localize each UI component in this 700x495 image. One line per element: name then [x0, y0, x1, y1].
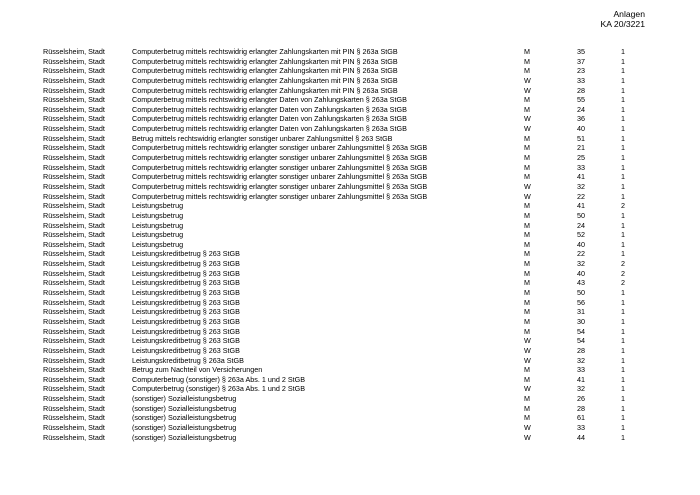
- count-cell: 1: [621, 124, 625, 134]
- sex-cell: M: [524, 316, 530, 326]
- table-row: [43, 269, 643, 279]
- table-row: [43, 278, 643, 288]
- age-cell: 23: [577, 66, 585, 76]
- sex-cell: M: [524, 172, 530, 182]
- offense-cell: Leistungskreditbetrug § 263 StGB: [132, 278, 240, 288]
- sex-cell: W: [524, 336, 531, 346]
- sex-cell: M: [524, 153, 530, 163]
- age-cell: 33: [577, 422, 585, 432]
- table-row: [43, 375, 643, 385]
- city-cell: Rüsselsheim, Stadt: [43, 316, 105, 326]
- sex-cell: M: [524, 326, 530, 336]
- offense-cell: Computerbetrug mittels rechtswidrig erlangter sonstiger unbarer Zahlungsmittel § 263a StGB: [132, 162, 428, 172]
- table-row: [43, 230, 643, 240]
- city-cell: Rüsselsheim, Stadt: [43, 181, 105, 191]
- sex-cell: W: [524, 114, 531, 124]
- offense-cell: Computerbetrug mittels rechtswidrig erlangter Zahlungskarten mit PIN § 263a StGB: [132, 85, 398, 95]
- count-cell: 1: [621, 297, 625, 307]
- sex-cell: M: [524, 162, 530, 172]
- city-cell: Rüsselsheim, Stadt: [43, 413, 105, 423]
- sex-cell: M: [524, 288, 530, 298]
- age-cell: 40: [577, 268, 585, 278]
- age-cell: 61: [577, 413, 585, 423]
- sex-cell: M: [524, 143, 530, 153]
- age-cell: 54: [577, 336, 585, 346]
- offense-cell: Leistungsbetrug: [132, 210, 184, 220]
- age-cell: 32: [577, 384, 585, 394]
- age-cell: 54: [577, 326, 585, 336]
- sex-cell: M: [524, 201, 530, 211]
- table-row: [43, 423, 643, 433]
- sex-cell: M: [524, 239, 530, 249]
- sex-cell: M: [524, 394, 530, 404]
- count-cell: 1: [621, 336, 625, 346]
- offense-cell: Betrug mittels rechtswidrig erlangter sonstiger unbarer Zahlungsmittel § 263 StGB: [132, 133, 393, 143]
- age-cell: 32: [577, 259, 585, 269]
- city-cell: Rüsselsheim, Stadt: [43, 172, 105, 182]
- offense-cell: Computerbetrug mittels rechtswidrig erlangter sonstiger unbarer Zahlungsmittel § 263a StGB: [132, 181, 428, 191]
- city-cell: Rüsselsheim, Stadt: [43, 230, 105, 240]
- age-cell: 28: [577, 345, 585, 355]
- city-cell: Rüsselsheim, Stadt: [43, 403, 105, 413]
- offense-cell: Computerbetrug mittels rechtswidrig erlangter Zahlungskarten mit PIN § 263a StGB: [132, 75, 398, 85]
- city-cell: Rüsselsheim, Stadt: [43, 394, 105, 404]
- sex-cell: M: [524, 365, 530, 375]
- count-cell: 2: [621, 278, 625, 288]
- sex-cell: W: [524, 422, 531, 432]
- age-cell: 33: [577, 75, 585, 85]
- city-cell: Rüsselsheim, Stadt: [43, 143, 105, 153]
- table-row: [43, 384, 643, 394]
- city-cell: Rüsselsheim, Stadt: [43, 66, 105, 76]
- city-cell: Rüsselsheim, Stadt: [43, 104, 105, 114]
- sex-cell: M: [524, 249, 530, 259]
- age-cell: 31: [577, 307, 585, 317]
- offense-cell: (sonstiger) Sozialleistungsbetrug: [132, 432, 237, 442]
- count-cell: 1: [621, 288, 625, 298]
- age-cell: 32: [577, 355, 585, 365]
- table-row: [43, 221, 643, 231]
- offense-cell: Leistungsbetrug: [132, 239, 184, 249]
- offense-cell: Computerbetrug mittels rechtswidrig erlangter sonstiger unbarer Zahlungsmittel § 263a StGB: [132, 191, 428, 201]
- sex-cell: M: [524, 297, 530, 307]
- age-cell: 52: [577, 230, 585, 240]
- age-cell: 36: [577, 114, 585, 124]
- count-cell: 1: [621, 316, 625, 326]
- offense-cell: Computerbetrug mittels rechtswidrig erlangter sonstiger unbarer Zahlungsmittel § 263a StGB: [132, 153, 428, 163]
- offense-cell: Leistungsbetrug: [132, 230, 184, 240]
- city-cell: Rüsselsheim, Stadt: [43, 432, 105, 442]
- offense-cell: Leistungskreditbetrug § 263 StGB: [132, 345, 240, 355]
- table-row: [43, 365, 643, 375]
- city-cell: Rüsselsheim, Stadt: [43, 95, 105, 105]
- age-cell: 40: [577, 239, 585, 249]
- offense-cell: Leistungskreditbetrug § 263 StGB: [132, 249, 240, 259]
- city-cell: Rüsselsheim, Stadt: [43, 268, 105, 278]
- city-cell: Rüsselsheim, Stadt: [43, 114, 105, 124]
- sex-cell: M: [524, 413, 530, 423]
- offense-cell: Betrug zum Nachteil von Versicherungen: [132, 365, 263, 375]
- count-cell: 2: [621, 259, 625, 269]
- sex-cell: W: [524, 181, 531, 191]
- count-cell: 1: [621, 413, 625, 423]
- offense-cell: Leistungskreditbetrug § 263 StGB: [132, 297, 240, 307]
- age-cell: 41: [577, 201, 585, 211]
- table-row: [43, 336, 643, 346]
- city-cell: Rüsselsheim, Stadt: [43, 191, 105, 201]
- table-row: [43, 307, 643, 317]
- offense-cell: Computerbetrug mittels rechtswidrig erlangter sonstiger unbarer Zahlungsmittel § 263a StGB: [132, 143, 428, 153]
- age-cell: 30: [577, 316, 585, 326]
- table-row: [43, 172, 643, 182]
- count-cell: 1: [621, 210, 625, 220]
- sex-cell: M: [524, 47, 530, 56]
- offense-cell: (sonstiger) Sozialleistungsbetrug: [132, 394, 237, 404]
- offense-cell: Leistungskreditbetrug § 263a StGB: [132, 355, 244, 365]
- table-row: [43, 192, 643, 202]
- sex-cell: W: [524, 345, 531, 355]
- city-cell: Rüsselsheim, Stadt: [43, 124, 105, 134]
- count-cell: 1: [621, 181, 625, 191]
- age-cell: 33: [577, 365, 585, 375]
- table-row: [43, 86, 643, 96]
- table-row: [43, 356, 643, 366]
- table-row: [43, 153, 643, 163]
- table-row: [43, 249, 643, 259]
- count-cell: 1: [621, 384, 625, 394]
- age-cell: 56: [577, 297, 585, 307]
- count-cell: 1: [621, 307, 625, 317]
- age-cell: 37: [577, 56, 585, 66]
- count-cell: 2: [621, 268, 625, 278]
- count-cell: 1: [621, 66, 625, 76]
- age-cell: 24: [577, 104, 585, 114]
- sex-cell: M: [524, 259, 530, 269]
- count-cell: 1: [621, 230, 625, 240]
- table-row: [43, 413, 643, 423]
- age-cell: 50: [577, 288, 585, 298]
- table-row: [43, 201, 643, 211]
- age-cell: 26: [577, 394, 585, 404]
- count-cell: 1: [621, 355, 625, 365]
- sex-cell: M: [524, 66, 530, 76]
- offense-cell: Leistungskreditbetrug § 263 StGB: [132, 259, 240, 269]
- count-cell: 1: [621, 114, 625, 124]
- city-cell: Rüsselsheim, Stadt: [43, 47, 105, 56]
- table-row: [43, 433, 643, 443]
- sex-cell: M: [524, 104, 530, 114]
- sex-cell: M: [524, 403, 530, 413]
- offense-cell: Computerbetrug mittels rechtswidrig erlangter Daten von Zahlungskarten § 263a StGB: [132, 124, 407, 134]
- city-cell: Rüsselsheim, Stadt: [43, 153, 105, 163]
- count-cell: 1: [621, 95, 625, 105]
- table-row: [43, 259, 643, 269]
- city-cell: Rüsselsheim, Stadt: [43, 355, 105, 365]
- sex-cell: W: [524, 384, 531, 394]
- count-cell: 1: [621, 191, 625, 201]
- sex-cell: W: [524, 191, 531, 201]
- city-cell: Rüsselsheim, Stadt: [43, 326, 105, 336]
- table-row: [43, 240, 643, 250]
- count-cell: 1: [621, 143, 625, 153]
- sex-cell: M: [524, 307, 530, 317]
- table-row: [43, 95, 643, 105]
- table-row: [43, 76, 643, 86]
- city-cell: Rüsselsheim, Stadt: [43, 365, 105, 375]
- offense-cell: Computerbetrug mittels rechtswidrig erlangter Daten von Zahlungskarten § 263a StGB: [132, 104, 407, 114]
- sex-cell: M: [524, 220, 530, 230]
- offense-cell: Leistungskreditbetrug § 263 StGB: [132, 326, 240, 336]
- count-cell: 1: [621, 162, 625, 172]
- age-cell: 41: [577, 172, 585, 182]
- city-cell: Rüsselsheim, Stadt: [43, 374, 105, 384]
- age-cell: 24: [577, 220, 585, 230]
- city-cell: Rüsselsheim, Stadt: [43, 259, 105, 269]
- offense-cell: Computerbetrug mittels rechtswidrig erlangter sonstiger unbarer Zahlungsmittel § 263a StGB: [132, 172, 428, 182]
- sex-cell: W: [524, 85, 531, 95]
- sex-cell: W: [524, 124, 531, 134]
- offense-cell: Computerbetrug mittels rechtswidrig erlangter Daten von Zahlungskarten § 263a StGB: [132, 95, 407, 105]
- city-cell: Rüsselsheim, Stadt: [43, 336, 105, 346]
- data-table: [43, 47, 643, 442]
- count-cell: 1: [621, 394, 625, 404]
- age-cell: 55: [577, 95, 585, 105]
- city-cell: Rüsselsheim, Stadt: [43, 75, 105, 85]
- count-cell: 1: [621, 153, 625, 163]
- city-cell: Rüsselsheim, Stadt: [43, 249, 105, 259]
- city-cell: Rüsselsheim, Stadt: [43, 56, 105, 66]
- age-cell: 25: [577, 153, 585, 163]
- age-cell: 22: [577, 249, 585, 259]
- count-cell: 1: [621, 133, 625, 143]
- table-row: [43, 114, 643, 124]
- age-cell: 22: [577, 191, 585, 201]
- table-row: [43, 124, 643, 134]
- offense-cell: Leistungsbetrug: [132, 201, 184, 211]
- city-cell: Rüsselsheim, Stadt: [43, 307, 105, 317]
- city-cell: Rüsselsheim, Stadt: [43, 239, 105, 249]
- table-row: [43, 163, 643, 173]
- count-cell: 1: [621, 75, 625, 85]
- age-cell: 44: [577, 432, 585, 442]
- city-cell: Rüsselsheim, Stadt: [43, 278, 105, 288]
- sex-cell: W: [524, 355, 531, 365]
- count-cell: 1: [621, 374, 625, 384]
- offense-cell: Computerbetrug mittels rechtswidrig erlangter Daten von Zahlungskarten § 263a StGB: [132, 114, 407, 124]
- count-cell: 1: [621, 47, 625, 56]
- table-row: [43, 288, 643, 298]
- sex-cell: M: [524, 278, 530, 288]
- city-cell: Rüsselsheim, Stadt: [43, 210, 105, 220]
- city-cell: Rüsselsheim, Stadt: [43, 162, 105, 172]
- offense-cell: (sonstiger) Sozialleistungsbetrug: [132, 403, 237, 413]
- sex-cell: W: [524, 75, 531, 85]
- offense-cell: Leistungskreditbetrug § 263 StGB: [132, 307, 240, 317]
- age-cell: 43: [577, 278, 585, 288]
- sex-cell: M: [524, 95, 530, 105]
- table-row: [43, 66, 643, 76]
- age-cell: 33: [577, 162, 585, 172]
- age-cell: 28: [577, 403, 585, 413]
- table-row: [43, 47, 643, 57]
- document-header: [601, 9, 645, 29]
- header-annex-label: Anlagen: [613, 9, 645, 19]
- offense-cell: (sonstiger) Sozialleistungsbetrug: [132, 413, 237, 423]
- table-row: [43, 211, 643, 221]
- age-cell: 32: [577, 181, 585, 191]
- count-cell: 1: [621, 326, 625, 336]
- city-cell: Rüsselsheim, Stadt: [43, 288, 105, 298]
- offense-cell: (sonstiger) Sozialleistungsbetrug: [132, 422, 237, 432]
- city-cell: Rüsselsheim, Stadt: [43, 201, 105, 211]
- age-cell: 41: [577, 374, 585, 384]
- count-cell: 1: [621, 104, 625, 114]
- sex-cell: M: [524, 56, 530, 66]
- count-cell: 1: [621, 365, 625, 375]
- city-cell: Rüsselsheim, Stadt: [43, 220, 105, 230]
- count-cell: 1: [621, 432, 625, 442]
- city-cell: Rüsselsheim, Stadt: [43, 345, 105, 355]
- city-cell: Rüsselsheim, Stadt: [43, 384, 105, 394]
- table-row: [43, 327, 643, 337]
- sex-cell: M: [524, 133, 530, 143]
- count-cell: 1: [621, 403, 625, 413]
- age-cell: 21: [577, 143, 585, 153]
- header-reference-number: KA 20/3221: [600, 19, 645, 29]
- offense-cell: Computerbetrug (sonstiger) § 263a Abs. 1 und 2 StGB: [132, 374, 305, 384]
- table-row: [43, 182, 643, 192]
- age-cell: 28: [577, 85, 585, 95]
- offense-cell: Computerbetrug mittels rechtswidrig erlangter Zahlungskarten mit PIN § 263a StGB: [132, 66, 398, 76]
- age-cell: 50: [577, 210, 585, 220]
- table-row: [43, 105, 643, 115]
- city-cell: Rüsselsheim, Stadt: [43, 297, 105, 307]
- table-row: [43, 57, 643, 67]
- table-row: [43, 394, 643, 404]
- sex-cell: M: [524, 230, 530, 240]
- count-cell: 1: [621, 345, 625, 355]
- age-cell: 51: [577, 133, 585, 143]
- count-cell: 1: [621, 239, 625, 249]
- count-cell: 1: [621, 249, 625, 259]
- offense-cell: Leistungskreditbetrug § 263 StGB: [132, 316, 240, 326]
- offense-cell: Computerbetrug mittels rechtswidrig erlangter Zahlungskarten mit PIN § 263a StGB: [132, 47, 398, 56]
- city-cell: Rüsselsheim, Stadt: [43, 133, 105, 143]
- offense-cell: Leistungskreditbetrug § 263 StGB: [132, 268, 240, 278]
- city-cell: Rüsselsheim, Stadt: [43, 422, 105, 432]
- age-cell: 35: [577, 47, 585, 56]
- table-row: [43, 298, 643, 308]
- offense-cell: Leistungskreditbetrug § 263 StGB: [132, 336, 240, 346]
- offense-cell: Computerbetrug mittels rechtswidrig erlangter Zahlungskarten mit PIN § 263a StGB: [132, 56, 398, 66]
- sex-cell: M: [524, 374, 530, 384]
- count-cell: 1: [621, 56, 625, 66]
- table-row: [43, 317, 643, 327]
- count-cell: 1: [621, 172, 625, 182]
- offense-cell: Leistungskreditbetrug § 263 StGB: [132, 288, 240, 298]
- sex-cell: M: [524, 268, 530, 278]
- table-row: [43, 346, 643, 356]
- count-cell: 1: [621, 422, 625, 432]
- count-cell: 1: [621, 85, 625, 95]
- count-cell: 2: [621, 201, 625, 211]
- offense-cell: Computerbetrug (sonstiger) § 263a Abs. 1 und 2 StGB: [132, 384, 305, 394]
- city-cell: Rüsselsheim, Stadt: [43, 85, 105, 95]
- sex-cell: W: [524, 432, 531, 442]
- sex-cell: M: [524, 210, 530, 220]
- table-row: [43, 404, 643, 414]
- table-row: [43, 143, 643, 153]
- count-cell: 1: [621, 220, 625, 230]
- table-row: [43, 134, 643, 144]
- age-cell: 40: [577, 124, 585, 134]
- offense-cell: Leistungsbetrug: [132, 220, 184, 230]
